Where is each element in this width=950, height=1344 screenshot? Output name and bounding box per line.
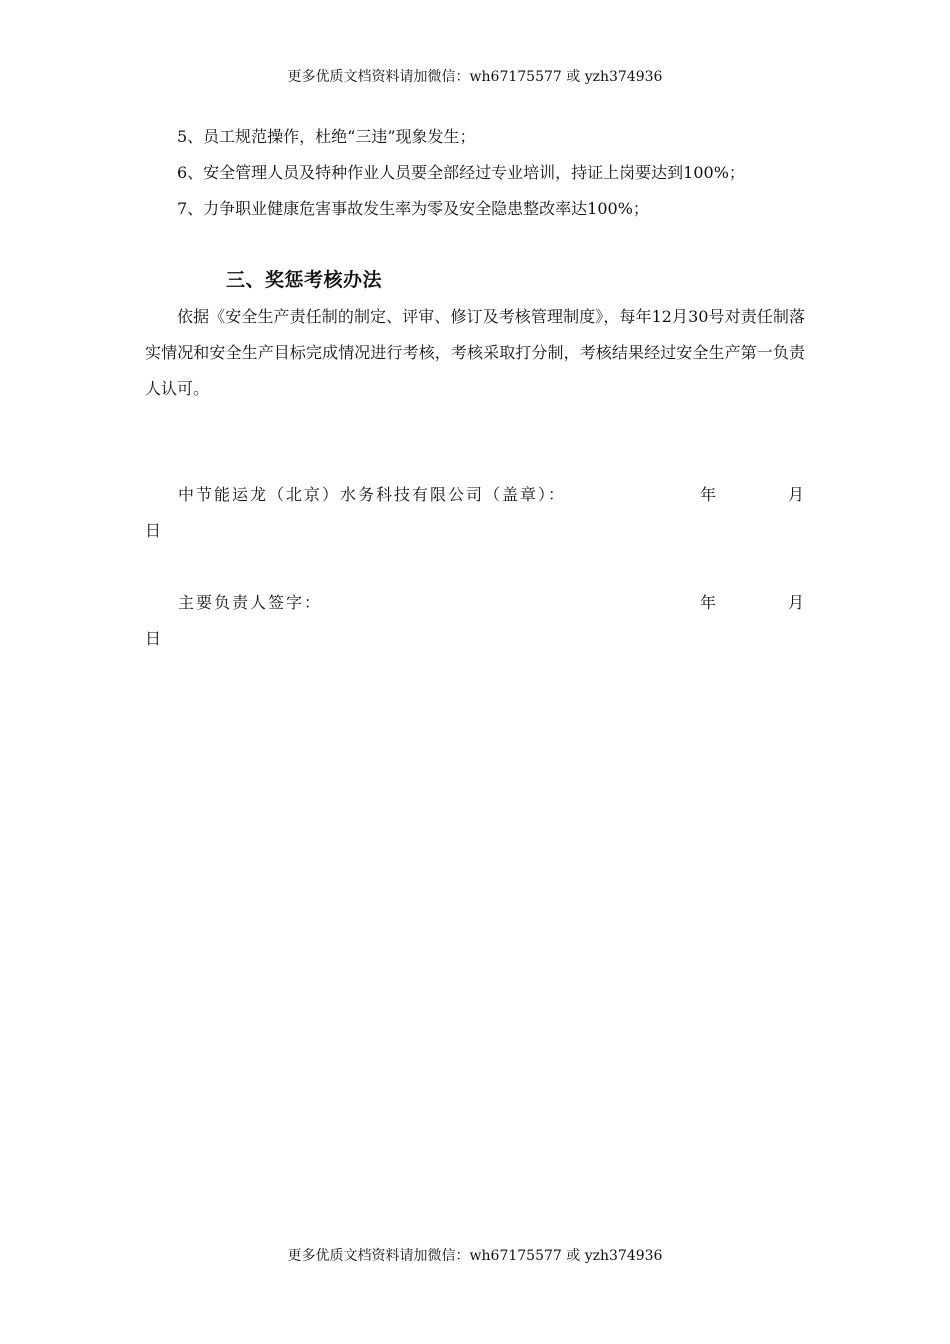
principal-signature-month: 月 — [788, 593, 807, 612]
company-seal-month: 月 — [788, 485, 807, 504]
list-items — [145, 119, 805, 227]
section-heading: 三、奖惩考核办法 — [226, 269, 383, 291]
principal-signature-label: 主要负责人签字： — [178, 593, 323, 612]
list-item-6: 6、安全管理人员及特种作业人员要全部经过专业培训，持证上岗要达到100%； — [177, 163, 745, 182]
list-item-5: 5、员工规范操作，杜绝“三违”现象发生； — [177, 127, 476, 146]
company-seal-day: 日 — [145, 521, 164, 540]
list-item-7: 7、力争职业健康危害事故发生率为零及安全隐患整改率达100%； — [177, 199, 649, 218]
company-seal-label: 中节能运龙（北京）水务科技有限公司（盖章）： — [178, 485, 567, 504]
page-header: 更多优质文档资料请加微信：wh67175577 或 yzh374936 — [287, 69, 663, 85]
principal-signature-year: 年 — [700, 593, 719, 612]
section-paragraph: 依据《安全生产责任制的制定、评审、修订及考核管理制度》，每年12月30号对责任制落实情况和安全生产目标完成情况进行考核，考核采取打分制，考核结果经过安全生产第一负责人认可。 — [145, 307, 805, 398]
company-seal-year: 年 — [700, 485, 719, 504]
page-footer: 更多优质文档资料请加微信：wh67175577 或 yzh374936 — [287, 1248, 663, 1264]
section-body — [145, 299, 805, 407]
principal-signature-day: 日 — [145, 629, 164, 648]
